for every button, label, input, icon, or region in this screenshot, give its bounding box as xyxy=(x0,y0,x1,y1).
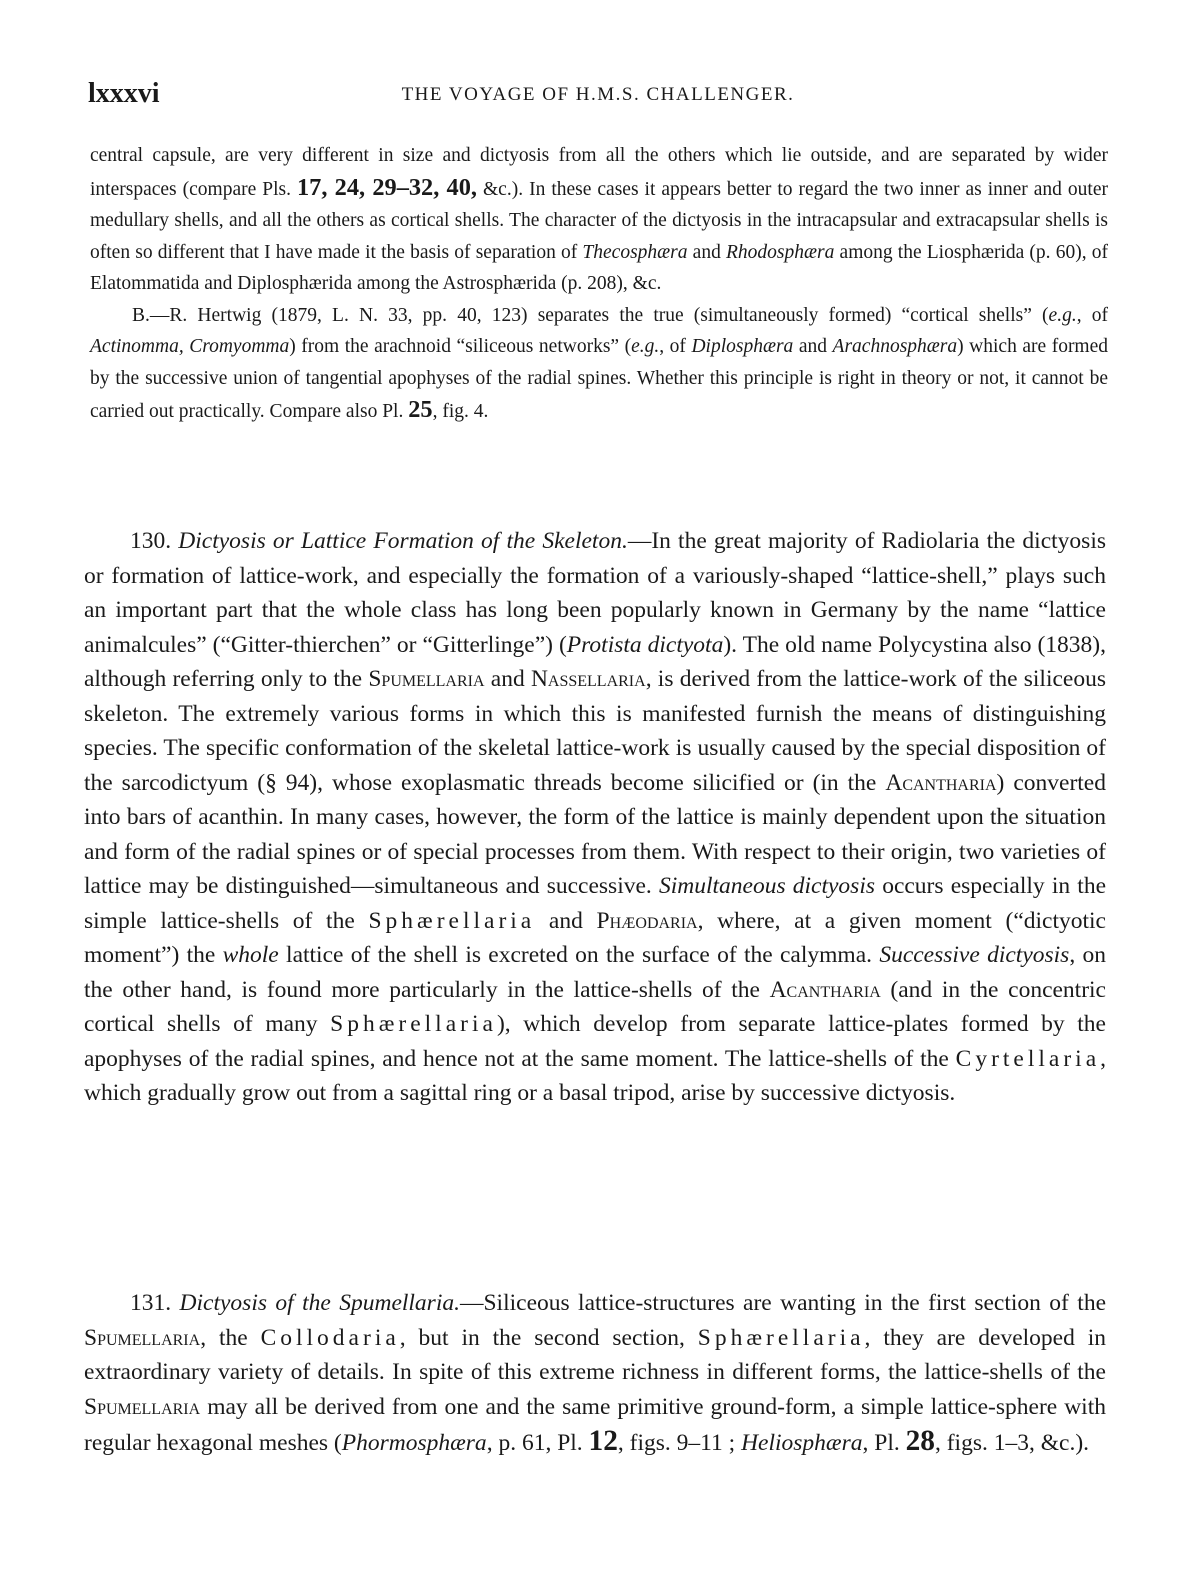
group-name: Spumellaria xyxy=(368,666,485,692)
genus-name: Diplosphæra xyxy=(691,336,794,357)
plate-reference: 28 xyxy=(905,1425,935,1457)
group-name: Sphærellaria xyxy=(697,1324,865,1351)
page-header xyxy=(88,78,1108,112)
section-number: 131. xyxy=(130,1290,180,1316)
section-paragraph: 131. Dictyosis of the Spumellaria.—Siliceous lattice-structures are wanting in the first section of the Spumellaria, the Collodaria, but in the second section, Sphærellaria, they are developed in extraordinary variety of details. In spite of this extreme richness in different forms, the lattice-shells of the Spumellaria may all be derived from one and the same primitive ground-form, a simple lattice-sphere with regular hexagonal meshes (Phormosphæra, p. 61, Pl. 12, figs. 9–11 ; Heliosphæra, Pl. 28, figs. 1–3, &c.). xyxy=(84,1290,1107,1457)
genus-name: Actinomma, Cromyomma xyxy=(90,336,290,357)
plate-reference: 12 xyxy=(588,1425,618,1457)
genus-name: Arachnosphæra xyxy=(832,336,958,357)
genus-name: Thecosphæra xyxy=(582,241,688,263)
plate-reference: 17, 24, 29–32, 40, xyxy=(297,173,477,201)
group-name: Acantharia xyxy=(769,976,881,1003)
group-name: Nassellaria xyxy=(530,666,646,692)
section-paragraph: 130. Dictyosis or Lattice Formation of the Skeleton.—In the great majority of Radiolaria the dictyosis or formation of lattice-work, and especially the formation of a variously-shaped “lattice-shell,” plays such an important part that the whole class has long been popularly known in Germany by the name “lattice animalcules” (“Gitter-thierchen” or “Gitterlinge”) (Protista dictyota). The old name Polycystina also (1838), although referring only to the Spumellaria and Nassellaria, is derived from the lattice-work of the siliceous skeleton. The extremely various forms in which this is manifested furnish the means of distinguishing species. The specific conformation of the skeletal lattice-work is usually caused by the special disposition of the sarcodictyum (§ 94), whose exoplasmatic threads become silicified or (in the Acantharia) converted into bars of acanthin. In many cases, however, the form of the lattice is mainly dependent upon the situation and form of the radial spines or of special processes from them. With respect to their origin, two varieties of lattice may be distinguished—simultaneous and successive. Simultaneous dictyosis occurs especially in the simple lattice-shells of the Sphærellaria and Phæodaria, where, at a given moment (“dictyotic moment”) the whole lattice of the shell is excreted on the surface of the calymma. Successive dictyosis, on the other hand, is found more particularly in the lattice-shells of the Acantharia (and in the concentric cortical shells of many Sphærellaria), which develop from separate lattice-plates formed by the apophyses of the radial spines, and hence not at the same moment. The lattice-shells of the Cyrtellaria, which gradually grow out from a sagittal ring or a basal tripod, arise by successive dictyosis. xyxy=(84,528,1107,1106)
page-number: lxxxvi xyxy=(88,78,160,109)
group-name: Cyrtellaria xyxy=(955,1045,1101,1072)
section-131 xyxy=(84,1286,1106,1461)
footnote-paragraph: B.—R. Hertwig (1879, L. N. 33, pp. 40, 123) separates the true (simultaneously formed) “cortical shells” (e.g., of Actinomma, Cromyomma) from the arachnoid “siliceous networks” (e.g., of Diplosphæra and Arachnosphæra) which are formed by the successive union of tangential apophyses of the radial spines. Whether this principle is right in theory or not, it cannot be carried out practically. Compare also Pl. 25, fig. 4. xyxy=(90,304,1109,423)
group-name: Phæodaria xyxy=(596,907,698,934)
running-title: THE VOYAGE OF H.M.S. CHALLENGER. xyxy=(401,84,795,105)
section-number: 130. xyxy=(130,528,179,554)
section-heading: Dictyosis or Lattice Formation of the Skeleton. xyxy=(178,528,628,554)
section-heading: Dictyosis of the Spumellaria. xyxy=(179,1290,460,1316)
genus-name: Heliosphæra xyxy=(741,1430,863,1456)
plate-reference: 25 xyxy=(408,396,433,423)
footnote-paragraph: central capsule, are very different in size and dictyosis from all the others which lie outside, and are separated by wider interspaces (compare Pls. 17, 24, 29–32, 40, &c.). In these cases it appears better to regard the two inner as inner and outer medullary shells, and all the others as cortical shells. The character of the dictyosis in the intracapsular and extracapsular shells is often so different that I have made it the basis of separation of Thecosphæra and Rhodosphæra among the Liosphærida (p. 60), of Elatommatida and Diplosphærida among the Astrosphærida (p. 208), &c. xyxy=(90,145,1109,294)
genus-name: Phormosphæra xyxy=(341,1430,487,1456)
group-name: Sphærellaria xyxy=(368,907,536,934)
group-name: Acantharia xyxy=(885,769,997,796)
section-130 xyxy=(84,524,1106,1111)
group-name: Sphærellaria xyxy=(330,1011,497,1037)
group-name: Collodaria xyxy=(260,1324,400,1351)
group-name: Spumellaria xyxy=(84,1324,201,1351)
group-name: Spumellaria xyxy=(84,1393,201,1420)
footnote-block xyxy=(90,140,1108,428)
genus-name: Rhodosphæra xyxy=(726,241,835,263)
